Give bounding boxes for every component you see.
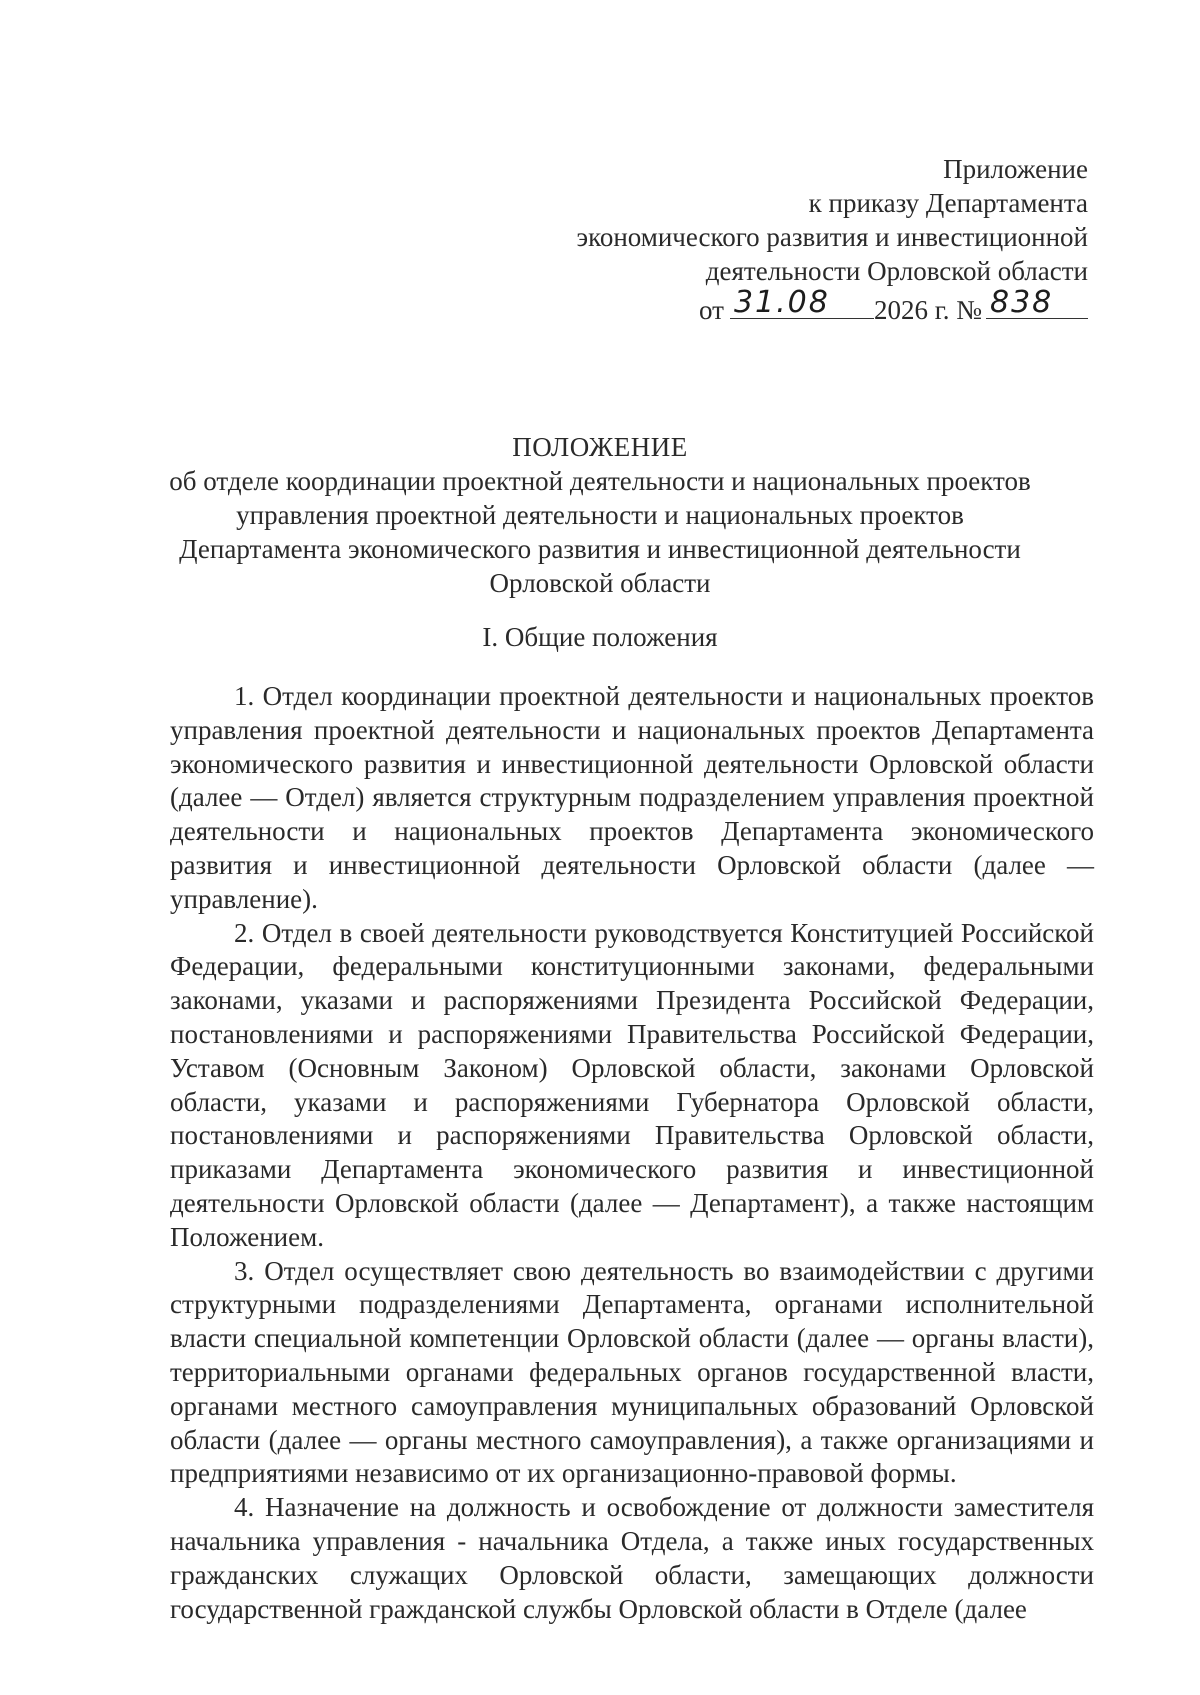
document-title-block bbox=[150, 430, 1050, 600]
order-year-label: 2026 г. № bbox=[873, 295, 982, 325]
appendix-department-line1: экономического развития и инвестиционной bbox=[576, 222, 1088, 252]
appendix-block bbox=[576, 152, 1088, 327]
document-subtitle-line2: управления проектной деятельности и национальных проектов bbox=[236, 500, 964, 530]
document-subtitle-line1: об отделе координации проектной деятельности и национальных проектов bbox=[169, 466, 1031, 496]
appendix-order-reference: к приказу Департамента bbox=[808, 188, 1088, 218]
paragraph-2: 2. Отдел в своей деятельности руководствуется Конституцией Российской Федерации, федеральными конституционными законами, федеральными законами, указами и распоряжениями Президента Российской Федерации, постановлениями и распоряжениями Правительства Российской Федерации, Уставом (Основным Законом) Орловской области, законами Орловской области, указами и распоряжениями Губернатора Орловской области, постановлениями и распоряжениями Правительства Орловской области, приказами Департамента экономического развития и инвестиционной деятельности Орловской области (далее — Департамент), а также настоящим Положением. bbox=[170, 917, 1094, 1252]
paragraph-1: 1. Отдел координации проектной деятельности и национальных проектов управления проектной деятельности и национальных проектов Департамента экономического развития и инвестиционной деятельности Орловской области (далее — Отдел) является структурным подразделением управления проектной деятельности и национальных проектов Департамента экономического развития и инвестиционной деятельности Орловской области (далее — управление). bbox=[170, 681, 1094, 914]
order-date-blank bbox=[730, 285, 874, 320]
appendix-title: Приложение bbox=[943, 154, 1088, 184]
appendix-department-line2: деятельности Орловской области bbox=[705, 256, 1088, 286]
order-number-blank bbox=[986, 285, 1088, 320]
paragraph-4: 4. Назначение на должность и освобождение от должности заместителя начальника управления - начальника Отдела, а также иных государственных гражданских служащих Орловской области, замещающих должности государственной гражданской службы Орловской области в Отделе (далее bbox=[170, 1492, 1094, 1624]
document-title: ПОЛОЖЕНИЕ bbox=[512, 432, 688, 462]
paragraph-3: 3. Отдел осуществляет свою деятельность во взаимодействии с другими структурными подразделениями Департамента, органами исполнительной власти специальной компетенции Орловской области (далее — органы власти), территориальными органами федеральных органов государственной власти, органами местного самоуправления муниципальных образований Орловской области (далее — органы местного самоуправления), а также организациями и предприятиями независимо от их организационно-правовой формы. bbox=[170, 1255, 1094, 1489]
order-date-number-line bbox=[576, 285, 1088, 327]
section-heading: I. Общие положения bbox=[482, 622, 718, 652]
order-date-handwritten: 31.08 bbox=[733, 285, 830, 320]
document-subtitle-line4: Орловской области bbox=[489, 568, 711, 598]
order-prefix: от bbox=[699, 295, 724, 325]
document-subtitle-line3: Департамента экономического развития и инвестиционной деятельности bbox=[179, 534, 1021, 564]
document-body bbox=[170, 680, 1094, 1626]
order-number-handwritten: 838 bbox=[990, 285, 1054, 320]
